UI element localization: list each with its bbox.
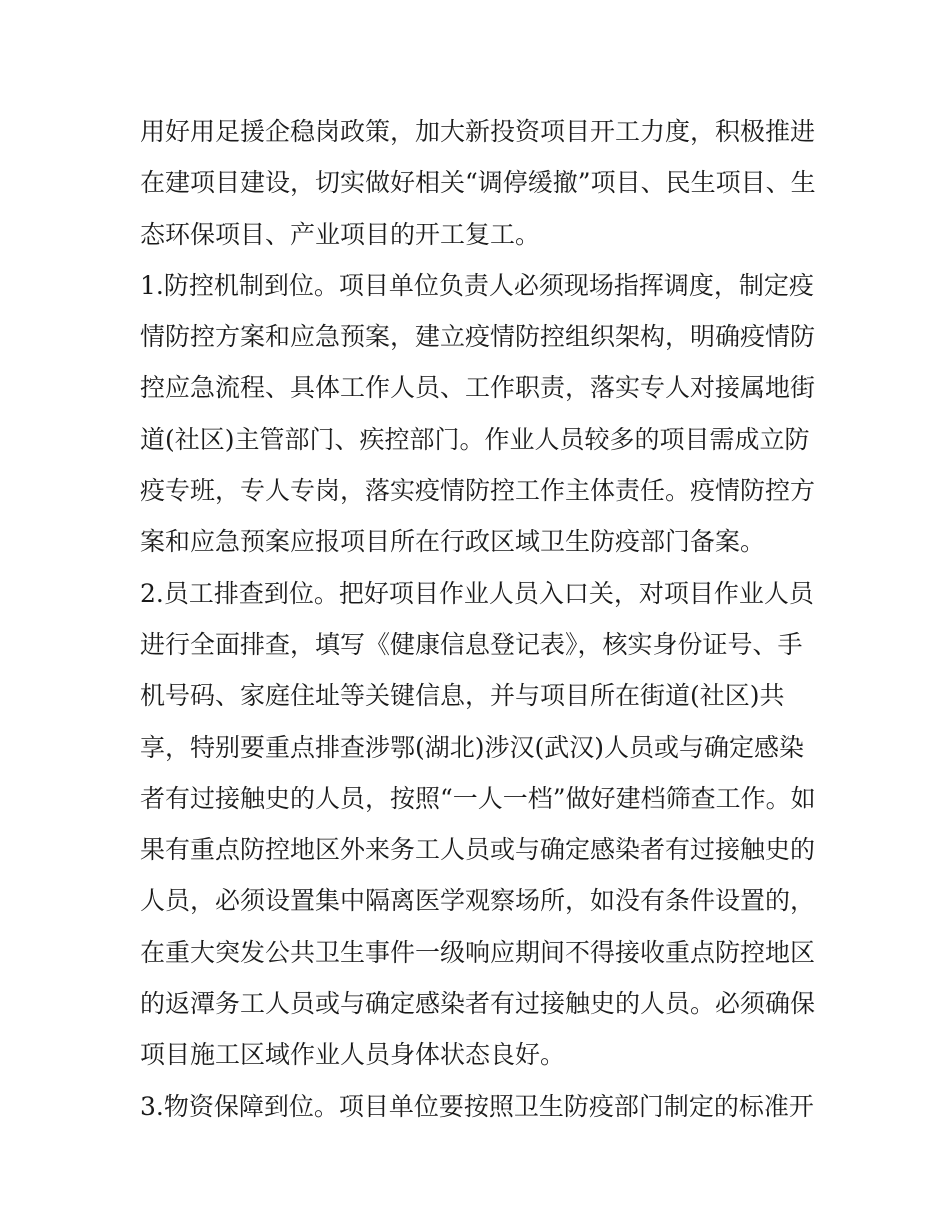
text-line: 情防控方案和应急预案，建立疫情防控组织架构，明确疫情防 (140, 322, 816, 352)
text-line: 3.物资保障到位。项目单位要按照卫生防疫部门制定的标准开 (140, 1091, 814, 1121)
text-line: 1.防控机制到位。项目单位负责人必须现场指挥调度，制定疫 (140, 270, 814, 300)
text-line: 案和应急预案应报项目所在行政区域卫生防疫部门备案。 (140, 527, 766, 557)
text-line: 2.员工排查到位。把好项目作业人员入口关，对项目作业人员 (140, 578, 814, 608)
text-line: 机号码、家庭住址等关键信息，并与项目所在街道(社区)共 (140, 681, 785, 711)
document-body (140, 106, 820, 1132)
text-line: 在重大突发公共卫生事件一级响应期间不得接收重点防控地区 (140, 937, 816, 967)
text-line: 进行全面排查，填写《健康信息登记表》，核实身份证号、手 (140, 629, 803, 659)
text-line: 的返潭务工人员或与确定感染者有过接触史的人员。必须确保 (140, 989, 816, 1019)
text-line: 控应急流程、具体工作人员、工作职责，落实专人对接属地街 (140, 373, 816, 403)
text-line: 态环保项目、产业项目的开工复工。 (140, 219, 541, 249)
text-line: 享，特别要重点排查涉鄂(湖北)涉汉(武汉)人员或与确定感染 (140, 732, 805, 762)
text-line: 人员，必须设置集中隔离医学观察场所，如没有条件设置的， (140, 886, 816, 916)
text-line: 者有过接触史的人员，按照“一人一档”做好建档筛查工作。如 (140, 783, 816, 813)
text-line: 果有重点防控地区外来务工人员或与确定感染者有过接触史的 (140, 835, 816, 865)
text-line: 用好用足援企稳岗政策，加大新投资项目开工力度，积极推进 (140, 117, 816, 146)
text-line: 疫专班，专人专岗，落实疫情防控工作主体责任。疫情防控方 (140, 476, 816, 506)
text-line: 在建项目建设，切实做好相关“调停缓撤”项目、民生项目、生 (140, 168, 816, 198)
text-line: 项目施工区域作业人员身体状态良好。 (140, 1040, 566, 1070)
text-line: 道(社区)主管部门、疾控部门。作业人员较多的项目需成立防 (140, 424, 810, 454)
